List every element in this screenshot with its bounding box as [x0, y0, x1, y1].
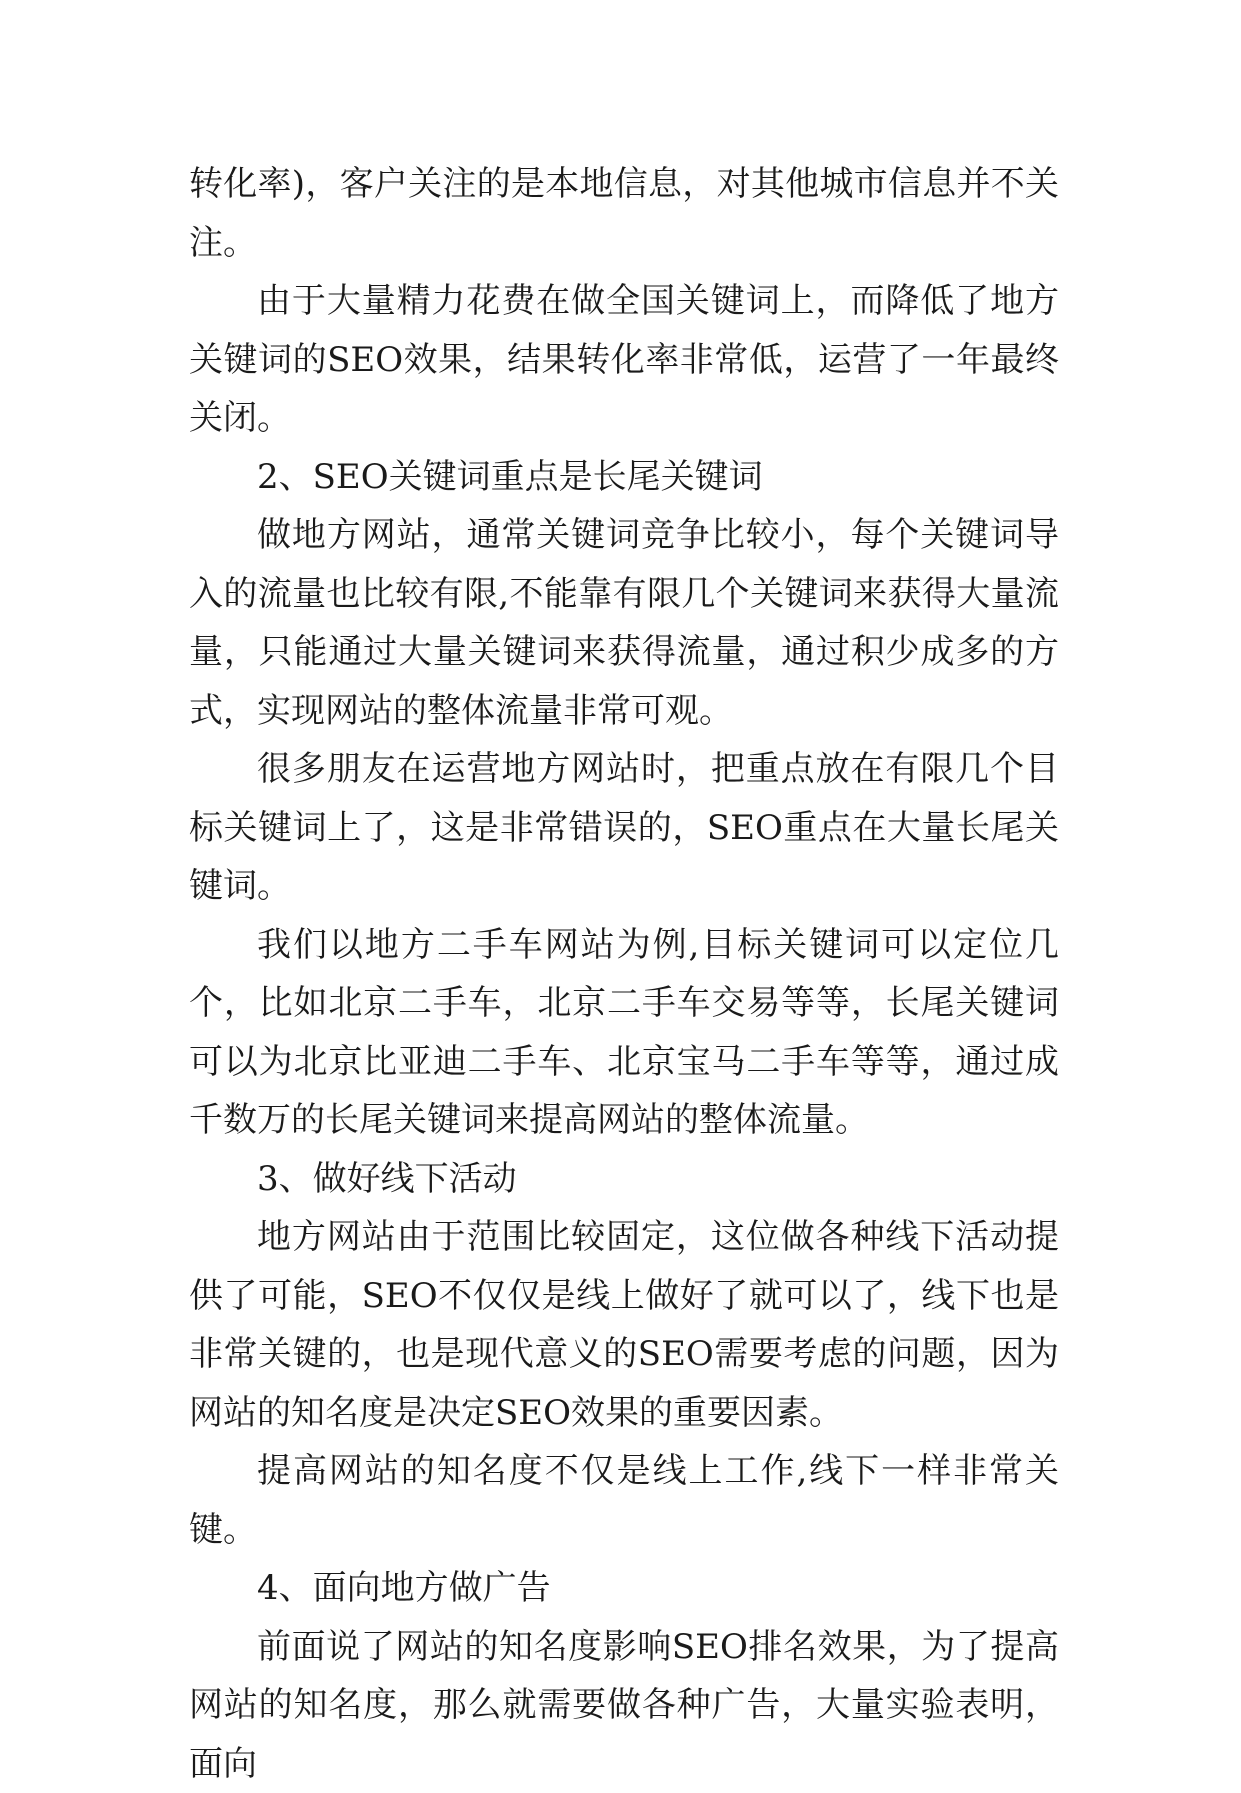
paragraph: 做地方网站，通常关键词竞争比较小，每个关键词导入的流量也比较有限,不能靠有限几个关键词来获得大量流量，只能通过大量关键词来获得流量，通过积少成多的方式，实现网站的整体流量非常可观。 — [189, 506, 1059, 740]
paragraph: 提高网站的知名度不仅是线上工作,线下一样非常关键。 — [189, 1442, 1059, 1559]
section-heading: 3、做好线下活动 — [189, 1150, 1059, 1209]
section-heading: 4、面向地方做广告 — [189, 1559, 1059, 1618]
document-body — [189, 155, 1059, 1793]
paragraph: 地方网站由于范围比较固定，这位做各种线下活动提供了可能，SEO不仅仅是线上做好了就可以了，线下也是非常关键的，也是现代意义的SEO需要考虑的问题，因为网站的知名度是决定SEO效果的重要因素。 — [189, 1208, 1059, 1442]
paragraph: 很多朋友在运营地方网站时，把重点放在有限几个目标关键词上了，这是非常错误的，SEO重点在大量长尾关键词。 — [189, 740, 1059, 916]
paragraph: 由于大量精力花费在做全国关键词上，而降低了地方关键词的SEO效果，结果转化率非常低，运营了一年最终关闭。 — [189, 272, 1059, 448]
paragraph: 前面说了网站的知名度影响SEO排名效果，为了提高网站的知名度，那么就需要做各种广告，大量实验表明，面向 — [189, 1618, 1059, 1793]
paragraph-continuation: 转化率)，客户关注的是本地信息，对其他城市信息并不关注。 — [189, 155, 1059, 272]
paragraph: 我们以地方二手车网站为例,目标关键词可以定位几个，比如北京二手车，北京二手车交易等等，长尾关键词可以为北京比亚迪二手车、北京宝马二手车等等，通过成千数万的长尾关键词来提高网站的整体流量。 — [189, 916, 1059, 1150]
section-heading: 2、SEO关键词重点是长尾关键词 — [189, 448, 1059, 507]
